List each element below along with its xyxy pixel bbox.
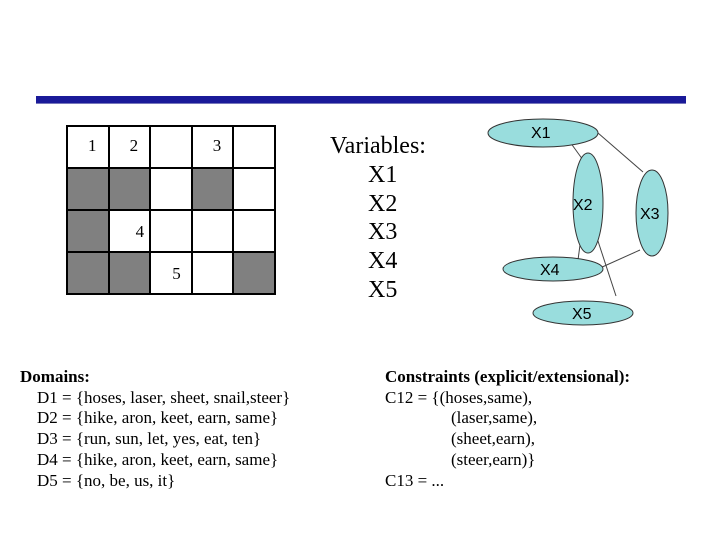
variable-item: X2 (368, 190, 398, 217)
variable-item: X5 (368, 276, 398, 303)
domains-title: Domains: (20, 367, 90, 386)
constraint-c12-tuple: (sheet,earn), (451, 429, 536, 449)
node-label-x3: X3 (640, 206, 660, 223)
variable-item: X4 (368, 248, 398, 275)
node-label-x2: X2 (573, 197, 593, 214)
cell-number: 1 (88, 136, 97, 155)
edge-x1-x3 (598, 133, 643, 172)
constraint-c12: C12 = {(hoses,same), (385, 387, 533, 407)
constraint-c13: C13 = ... (385, 470, 445, 490)
variable-item: X3 (368, 219, 398, 246)
node-label-x4: X4 (540, 262, 560, 279)
domain-item: D2 = {hike, aron, keet, earn, same} (37, 408, 279, 428)
domain-item: D1 = {hoses, laser, sheet, snail,steer} (37, 387, 291, 407)
variable-item: X1 (368, 161, 398, 188)
node-label-x5: X5 (572, 306, 592, 323)
domain-item: D3 = {run, sun, let, yes, eat, ten} (37, 429, 262, 449)
cell-number: 2 (129, 136, 139, 155)
variables-title: Variables: (330, 133, 426, 159)
constraint-c12-tuple: (laser,same), (451, 408, 538, 428)
edge-x2-x4 (578, 245, 580, 260)
domain-item: D4 = {hike, aron, keet, earn, same} (37, 449, 279, 469)
constraints-title: Constraints (explicit/extensional): (385, 367, 631, 386)
cell-number: 5 (172, 264, 181, 283)
constraint-c12-tuple: (steer,earn)} (451, 449, 536, 469)
node-label-x1: X1 (531, 125, 551, 142)
domains-list (20, 367, 290, 491)
cell-number: 4 (135, 222, 145, 241)
cell-number: 3 (212, 136, 222, 155)
constraints-list (385, 367, 630, 491)
domain-item: D5 = {no, be, us, it} (37, 470, 176, 490)
